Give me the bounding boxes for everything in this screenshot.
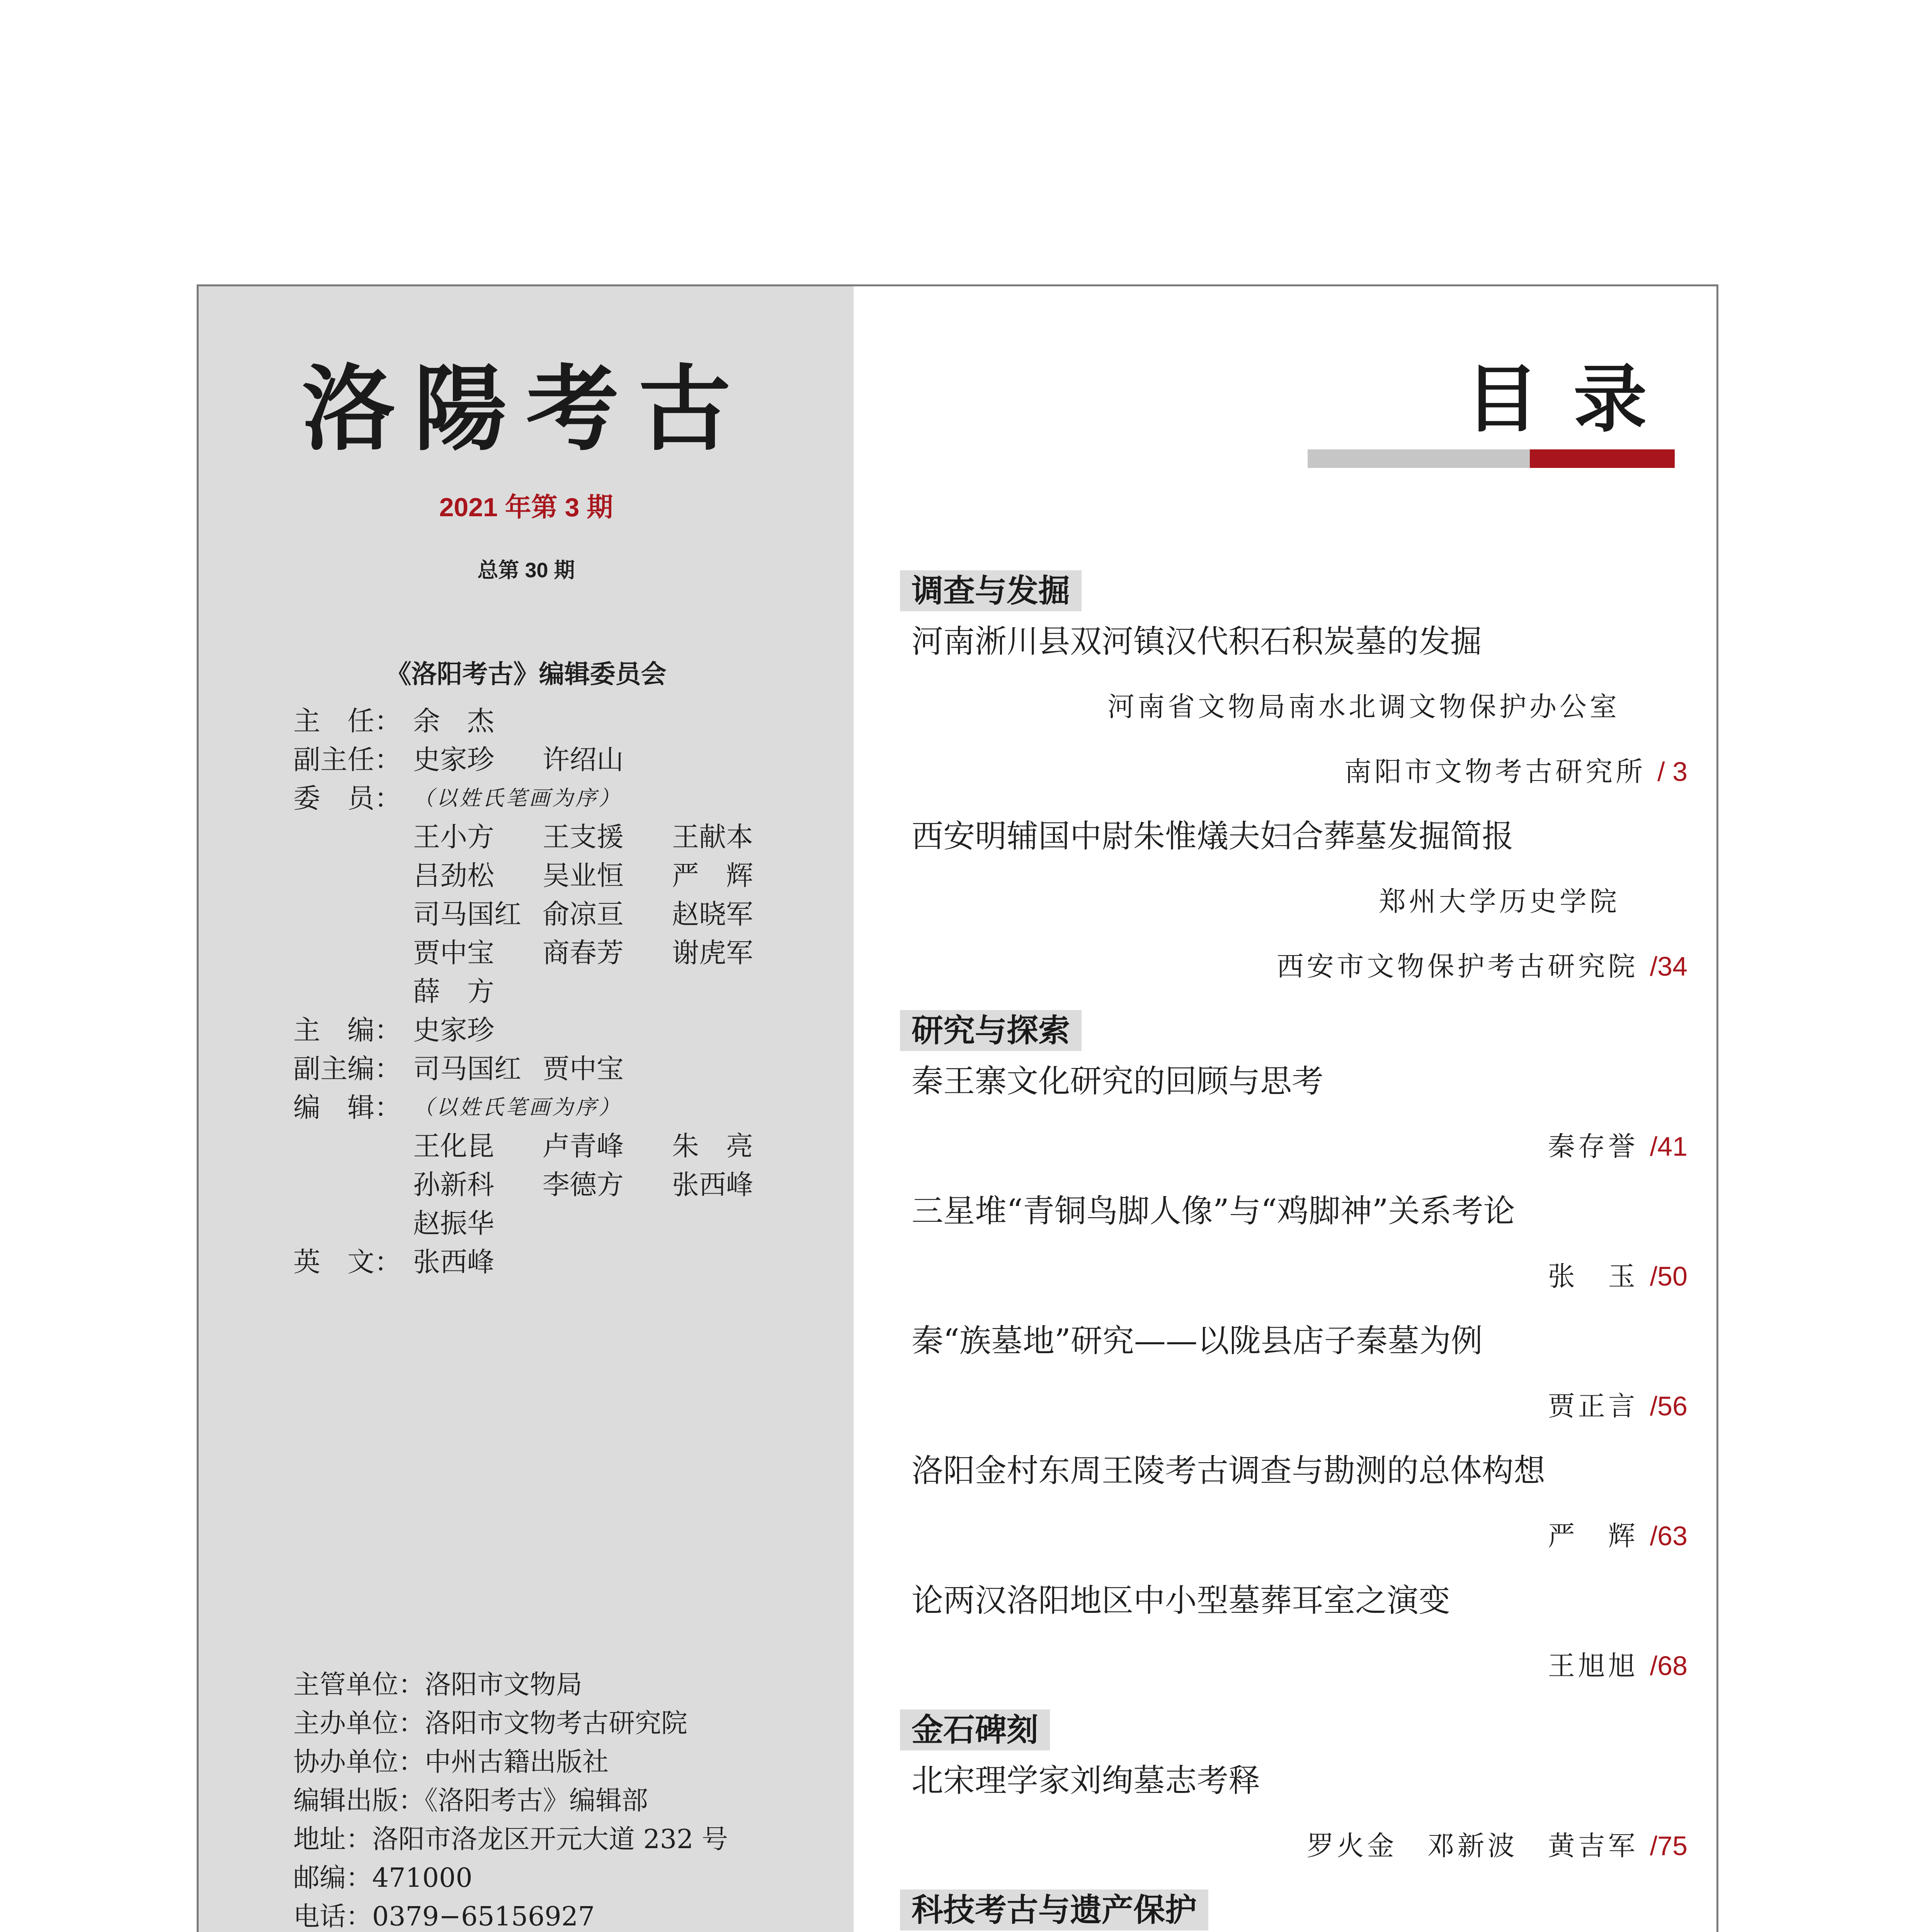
toc-section-heading: 金石碑刻 xyxy=(900,1709,1050,1750)
toc-section-heading: 研究与探索 xyxy=(900,1010,1082,1051)
board-role: 主 编： xyxy=(293,1014,401,1046)
title-underline-red xyxy=(1530,449,1675,468)
board-row xyxy=(293,1011,827,1049)
board-row xyxy=(293,1204,827,1243)
board-member-name: 朱 亮 xyxy=(672,1130,753,1162)
board-role xyxy=(293,972,413,1011)
publication-info-line: 编辑出版：《洛阳考古》编辑部 xyxy=(293,1786,648,1816)
board-member-name: 王化昆 xyxy=(413,1130,494,1162)
publication-info-line: 主管单位：洛阳市文物局 xyxy=(293,1670,583,1700)
toc-article-title[interactable]: 秦“族墓地”研究——以陇县店子秦墓为例 xyxy=(912,1323,1483,1359)
board-member-name: 赵晓军 xyxy=(672,898,753,930)
toc-author: 贾正言 xyxy=(1548,1390,1638,1422)
board-row xyxy=(293,972,827,1011)
toc-author-line xyxy=(1307,1825,1687,1867)
publication-info-line: 邮编：471000 xyxy=(293,1863,473,1893)
publication-info-line: 地址：洛阳市洛龙区开元大道 232 号 xyxy=(293,1824,728,1855)
toc-page-number[interactable]: /41 xyxy=(1650,1131,1687,1162)
toc-author: 南阳市文物考古研究所 xyxy=(1344,756,1646,787)
board-member-name: 王小方 xyxy=(413,821,494,853)
publication-info xyxy=(293,1666,834,1932)
board-member-name: 吕劲松 xyxy=(413,860,494,891)
board-member-name: 俞凉亘 xyxy=(543,898,624,930)
journal-logo: 洛陽考古 xyxy=(302,354,750,463)
board-row xyxy=(293,934,827,972)
toc-author-line xyxy=(1548,1125,1687,1168)
toc-article-title[interactable]: 论两汉洛阳地区中小型墓葬耳室之演变 xyxy=(912,1582,1451,1619)
table-of-contents xyxy=(854,286,1716,1932)
toc-page-number[interactable]: /63 xyxy=(1650,1521,1687,1551)
toc-author: 郑州大学历史学院 xyxy=(1379,886,1620,917)
board-role: 委 员： xyxy=(293,782,401,814)
board-role xyxy=(293,934,413,972)
board-role: 副主编： xyxy=(293,1053,401,1085)
board-role xyxy=(293,895,413,934)
toc-author: 王旭旭 xyxy=(1548,1650,1638,1682)
board-role: 英 文： xyxy=(293,1246,401,1278)
toc-article-title[interactable]: 三星堆“青铜鸟脚人像”与“鸡脚神”关系考论 xyxy=(912,1193,1515,1230)
board-role xyxy=(293,856,413,895)
toc-author-line xyxy=(1548,1385,1687,1427)
toc-article-title[interactable]: 北宋理学家刘绚墓志考释 xyxy=(912,1762,1260,1799)
board-member-name: 张西峰 xyxy=(672,1169,753,1201)
board-member-name: 商春芳 xyxy=(543,937,624,969)
board-member-name: 贾中宝 xyxy=(543,1053,624,1085)
board-member-name: 孙新科 xyxy=(413,1169,494,1201)
toc-author-line xyxy=(1548,1645,1687,1687)
toc-page-number[interactable]: /75 xyxy=(1650,1831,1687,1861)
toc-article-title[interactable]: 西安明辅国中尉朱惟燨夫妇合葬墓发掘简报 xyxy=(912,818,1514,855)
editorial-board-title: 《洛阳考古》编辑委员会 xyxy=(386,659,667,689)
toc-page-number[interactable]: /34 xyxy=(1650,951,1687,981)
board-row xyxy=(293,1127,827,1165)
page-frame xyxy=(197,284,1718,1932)
toc-author: 西安市文物保护考古研究院 xyxy=(1276,951,1638,982)
toc-author-line xyxy=(1277,945,1687,988)
toc-author-line xyxy=(1344,750,1687,793)
toc-author-line xyxy=(1548,1515,1687,1557)
board-member-name: 谢虎军 xyxy=(672,937,753,969)
board-member-name: 史家珍 xyxy=(413,1014,494,1046)
board-row xyxy=(293,1165,827,1204)
board-member-name: 王支援 xyxy=(543,821,624,853)
board-member-name: 卢青峰 xyxy=(543,1130,624,1162)
toc-article-title[interactable]: 河南淅川县双河镇汉代积石积炭墓的发掘 xyxy=(912,623,1482,660)
board-row xyxy=(293,818,827,856)
toc-page-number[interactable]: / 3 xyxy=(1657,757,1687,787)
board-member-name: 张西峰 xyxy=(413,1246,494,1278)
board-member-name: 严 辉 xyxy=(672,860,753,891)
editorial-board-list xyxy=(293,702,827,1281)
board-member-name: 王献本 xyxy=(672,821,753,853)
board-member-name: 薛 方 xyxy=(413,976,494,1007)
board-row xyxy=(293,702,827,740)
toc-author: 秦存誉 xyxy=(1548,1131,1638,1162)
board-role: 副主任： xyxy=(293,744,401,776)
board-order-note: （以姓氏笔画为序） xyxy=(413,1095,622,1119)
title-underline-grey xyxy=(1308,449,1530,468)
board-role xyxy=(293,1165,413,1204)
board-member-name: 吴业恒 xyxy=(543,860,624,891)
toc-author-line xyxy=(1107,685,1620,728)
board-role xyxy=(293,1204,413,1243)
board-row xyxy=(293,1088,827,1127)
publication-info-line: 协办单位：中州古籍出版社 xyxy=(293,1747,609,1777)
board-row xyxy=(293,1243,827,1281)
board-member-name: 许绍山 xyxy=(543,744,624,776)
board-role xyxy=(293,818,413,856)
board-role: 编 辑： xyxy=(293,1092,401,1123)
toc-author: 张 玉 xyxy=(1548,1260,1638,1292)
board-member-name: 司马国红 xyxy=(413,1053,521,1085)
toc-author-line xyxy=(1548,1255,1687,1298)
board-member-name: 司马国红 xyxy=(413,898,521,930)
toc-page-number[interactable]: /56 xyxy=(1650,1391,1687,1421)
publication-info-line: 主办单位：洛阳市文物考古研究院 xyxy=(293,1708,688,1739)
board-row xyxy=(293,740,827,779)
toc-author: 罗火金 邓新波 黄吉军 xyxy=(1306,1830,1638,1862)
board-member-name: 史家珍 xyxy=(413,744,494,776)
toc-author-line xyxy=(1379,880,1620,923)
toc-article-title[interactable]: 洛阳金村东周王陵考古调查与勘测的总体构想 xyxy=(912,1452,1546,1489)
board-row xyxy=(293,1049,827,1088)
toc-section-heading: 科技考古与遗产保护 xyxy=(900,1889,1208,1930)
toc-page-number[interactable]: /68 xyxy=(1650,1651,1687,1681)
toc-article-title[interactable]: 秦王寨文化研究的回顾与思考 xyxy=(912,1063,1324,1100)
board-order-note: （以姓氏笔画为序） xyxy=(413,786,622,810)
board-member-name: 李德方 xyxy=(543,1169,624,1201)
toc-author: 河南省文物局南水北调文物保护办公室 xyxy=(1107,691,1620,723)
board-member-name: 贾中宝 xyxy=(413,937,494,969)
toc-page-number[interactable]: /50 xyxy=(1650,1261,1687,1291)
toc-section-heading: 调查与发掘 xyxy=(900,570,1082,611)
masthead-panel xyxy=(199,286,854,1932)
board-role xyxy=(293,1127,413,1165)
board-row xyxy=(293,895,827,934)
board-row xyxy=(293,856,827,895)
total-issue-number: 总第 30 期 xyxy=(477,559,575,582)
board-role: 主 任： xyxy=(293,705,401,737)
toc-author: 严 辉 xyxy=(1548,1520,1638,1552)
publication-info-line: 电话：0379−65156927 xyxy=(293,1901,595,1932)
board-member-name: 余 杰 xyxy=(413,705,494,737)
issue-number: 2021 年第 3 期 xyxy=(439,493,613,522)
board-row xyxy=(293,779,827,818)
board-member-name: 赵振华 xyxy=(413,1208,494,1239)
toc-title: 目录 xyxy=(1465,356,1682,442)
